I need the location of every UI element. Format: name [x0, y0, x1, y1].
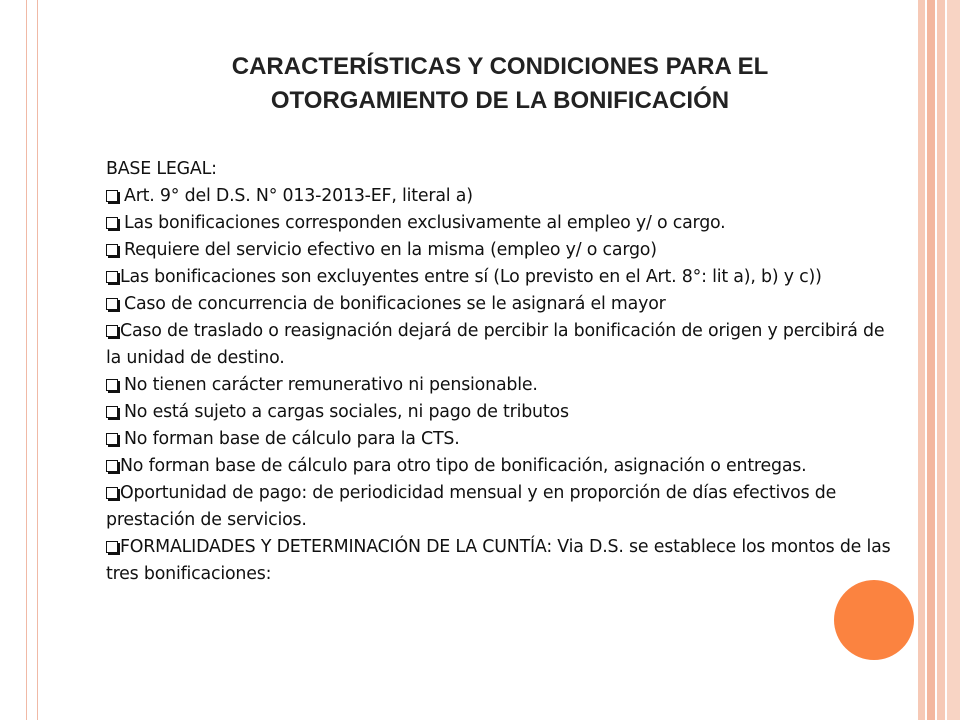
- list-item-text: Oportunidad de pago: de periodicidad mensual y en proporción de días efectivos de prestación de servicios.: [106, 483, 837, 530]
- list-item-text: Caso de concurrencia de bonificaciones se le asignará el mayor: [124, 294, 666, 314]
- list-item: [106, 534, 896, 588]
- stripe: [927, 0, 935, 720]
- checkbox-bullet-icon: [106, 325, 118, 337]
- list-item-text: FORMALIDADES Y DETERMINACIÓN DE LA CUNTÍA: Via D.S. se establece los montos de las tres bonificaciones:: [106, 537, 891, 584]
- list-item: [106, 183, 896, 210]
- list-item-text: Requiere del servicio efectivo en la misma (empleo y/ o cargo): [124, 240, 657, 260]
- checkbox-bullet-icon: [106, 406, 118, 418]
- list-item: [106, 264, 896, 291]
- title-line-2: OTORGAMIENTO DE LA BONIFICACIÓN: [270, 87, 730, 114]
- checkbox-bullet-icon: [106, 190, 118, 202]
- accent-circle-decoration: [834, 580, 914, 660]
- checkbox-bullet-icon: [106, 379, 118, 391]
- list-item: [106, 210, 896, 237]
- checkbox-bullet-icon: [106, 487, 118, 499]
- list-item-text: Art. 9° del D.S. N° 013-2013-EF, literal a): [124, 186, 473, 206]
- checkbox-bullet-icon: [106, 298, 118, 310]
- list-item: [106, 453, 896, 480]
- list-item: [106, 237, 896, 264]
- list-item: [106, 480, 896, 534]
- checkbox-bullet-icon: [106, 460, 118, 472]
- title-line-1: CARACTERÍSTICAS Y CONDICIONES PARA EL: [231, 53, 769, 80]
- left-border-decoration: [26, 0, 38, 720]
- checkbox-bullet-icon: [106, 433, 118, 445]
- stripe: [937, 0, 945, 720]
- content-heading: BASE LEGAL:: [106, 159, 217, 179]
- list-item: [106, 318, 896, 372]
- list-item-text: No forman base de cálculo para la CTS.: [124, 429, 460, 449]
- slide-title: [150, 50, 850, 118]
- list-item-text: Las bonificaciones son excluyentes entre sí (Lo previsto en el Art. 8°: lit a), b) y c)): [120, 267, 822, 287]
- list-item: [106, 399, 896, 426]
- list-item-text: No forman base de cálculo para otro tipo de bonificación, asignación o entregas.: [120, 456, 807, 476]
- slide-content: [106, 156, 896, 588]
- list-item: [106, 426, 896, 453]
- list-item: [106, 291, 896, 318]
- list-item-text: Caso de traslado o reasignación dejará de percibir la bonificación de origen y percibirá de la unidad de destino.: [106, 321, 885, 368]
- checkbox-bullet-icon: [106, 541, 118, 553]
- stripe: [918, 0, 925, 720]
- checkbox-bullet-icon: [106, 244, 118, 256]
- checkbox-bullet-icon: [106, 271, 118, 283]
- list-item-text: No tienen carácter remunerativo ni pensionable.: [124, 375, 538, 395]
- stripe: [947, 0, 960, 720]
- right-stripes-decoration: [918, 0, 960, 720]
- checkbox-bullet-icon: [106, 217, 118, 229]
- list-item: [106, 372, 896, 399]
- list-item-text: No está sujeto a cargas sociales, ni pago de tributos: [124, 402, 569, 422]
- list-item-text: Las bonificaciones corresponden exclusivamente al empleo y/ o cargo.: [124, 213, 726, 233]
